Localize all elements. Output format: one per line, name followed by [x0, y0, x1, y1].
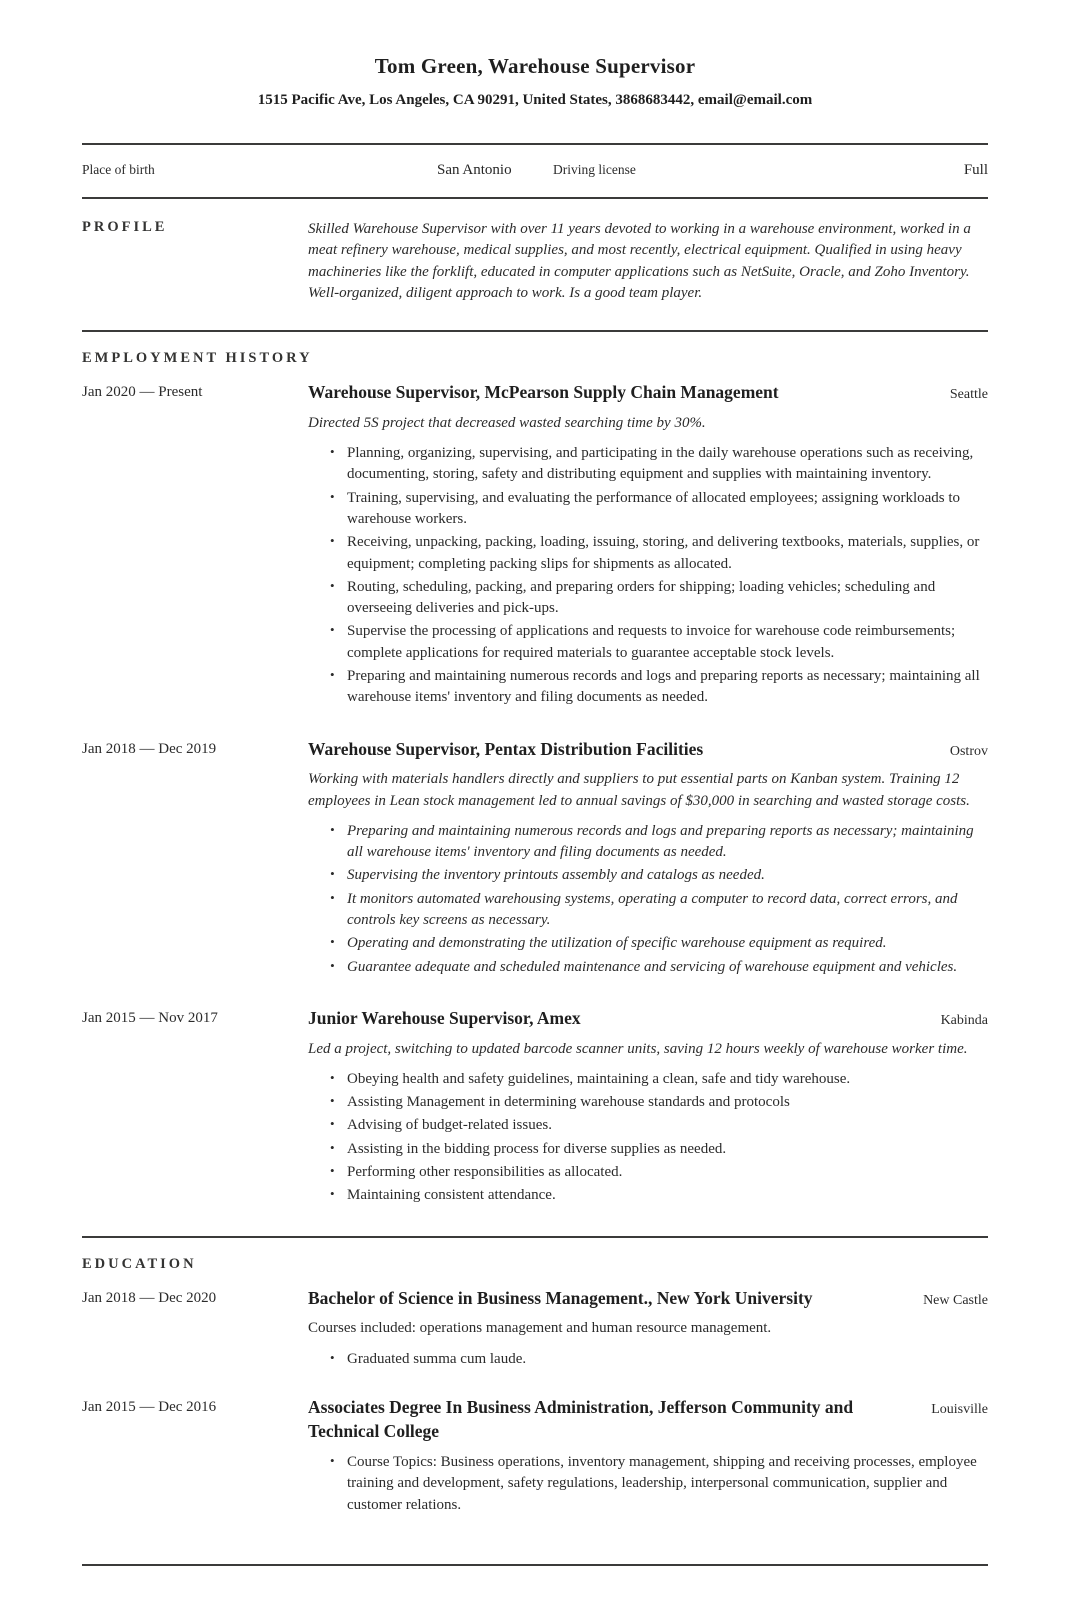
profile-section — [82, 199, 988, 330]
job-dates: Jan 2015 — Nov 2017 — [82, 1009, 218, 1026]
job-summary: Working with materials handlers directly and suppliers to put essential parts on Kanban system. Training 12 employees in Lean stock management led to annual savings of $30,000 in searching and wasted storage costs. — [308, 771, 970, 809]
job-body — [308, 381, 988, 710]
education-dates: Jan 2018 — Dec 2020 — [82, 1289, 217, 1306]
job-title: Warehouse Supervisor, Pentax Distribution Facilities — [308, 738, 704, 759]
bullet-item: • Performing other responsibilities as allocated. — [308, 1162, 988, 1183]
profile-text: Skilled Warehouse Supervisor with over 11 years devoted to working in a warehouse environment, worked in a meat refinery warehouse, medical supplies, and most recently, electrical equipment. Qualified in using heavy machineries like the forklift, educated in computer applications such as NetSuite, Oracle, and Zoho Inventory. Well-organized, diligent approach to work. Is a good team player. — [308, 221, 971, 301]
job-entry — [82, 381, 988, 710]
education-location: New Castle — [923, 1292, 988, 1308]
job-body — [308, 738, 988, 980]
bullet-item: • Advising of budget-related issues. — [308, 1115, 988, 1136]
resume-header — [82, 54, 988, 109]
bullet-item: • Assisting Management in determining warehouse standards and protocols — [308, 1092, 988, 1113]
education-bullets — [308, 1452, 988, 1516]
job-entry — [82, 738, 988, 980]
job-bullets — [308, 1069, 988, 1207]
education-section — [82, 1238, 988, 1518]
bullet-item: • Graduated summa cum laude. — [308, 1349, 988, 1370]
education-title: Associates Degree In Business Administration, Jefferson Community and Technical College — [308, 1396, 854, 1441]
education-title: Bachelor of Science in Business Management., New York University — [308, 1287, 813, 1308]
resume-name: Tom Green, Warehouse Supervisor — [374, 54, 696, 78]
job-location: Seattle — [949, 387, 988, 403]
job-entry — [82, 1007, 988, 1209]
job-body — [308, 1007, 988, 1209]
education-entry — [82, 1396, 988, 1518]
divider — [82, 1564, 988, 1566]
bullet-item: • Routing, scheduling, packing, and preparing orders for shipping; loading vehicles; scheduling and overseeing deliveries and pick-ups. — [308, 577, 988, 620]
details-row — [82, 145, 988, 197]
profile-heading: PROFILE — [82, 219, 168, 235]
job-bullets — [308, 443, 988, 709]
bullet-item: • Planning, organizing, supervising, and participating in the daily warehouse operations such as receiving, documenting, storing, safety and distributing equipment and supplies with maintaining inventory. — [308, 443, 988, 486]
employment-heading: EMPLOYMENT HISTORY — [82, 350, 313, 367]
job-location: Kabinda — [940, 1012, 988, 1028]
place-of-birth-label: Place of birth — [82, 162, 155, 177]
education-location: Louisville — [931, 1401, 988, 1417]
job-title: Junior Warehouse Supervisor, Amex — [308, 1007, 581, 1028]
education-heading: EDUCATION — [82, 1255, 197, 1272]
resume-contact-line: 1515 Pacific Ave, Los Angeles, CA 90291, United States, 3868683442, email@email.com — [257, 92, 813, 108]
education-body — [308, 1287, 988, 1372]
bullet-item: • Receiving, unpacking, packing, loading, issuing, storing, and delivering textbooks, materials, supplies, or equipment; completing packing slips for shipments as allocated. — [308, 532, 988, 575]
bullet-item: • Supervising the inventory printouts assembly and catalogs as needed. — [308, 865, 988, 886]
job-bullets — [308, 821, 988, 978]
bullet-item: • Obeying health and safety guidelines, maintaining a clean, safe and tidy warehouse. — [308, 1069, 988, 1090]
driving-license-value: Full — [963, 162, 988, 178]
bullet-item: • Maintaining consistent attendance. — [308, 1185, 988, 1206]
bullet-item: • Course Topics: Business operations, inventory management, shipping and receiving processes, employee training and development, safety regulations, leadership, interpersonal communication, supplier and customer relations. — [308, 1452, 988, 1516]
bullet-item: • Preparing and maintaining numerous records and logs and preparing reports as necessary; maintaining all warehouse items' inventory and filing documents as needed. — [308, 666, 988, 709]
bullet-item: • It monitors automated warehousing systems, operating a computer to record data, correct errors, and controls key screens as necessary. — [308, 889, 988, 932]
education-bullets — [308, 1349, 988, 1370]
job-dates: Jan 2020 — Present — [82, 384, 203, 401]
education-entry — [82, 1287, 988, 1372]
employment-section — [82, 332, 988, 1208]
education-dates: Jan 2015 — Dec 2016 — [82, 1398, 217, 1415]
job-summary: Directed 5S project that decreased wasted searching time by 30%. — [308, 414, 706, 431]
bullet-item: • Supervise the processing of applications and requests to invoice for warehouse code reimbursements; complete applications for required materials to guarantee acceptable stock levels. — [308, 621, 988, 664]
place-of-birth-value: San Antonio — [437, 162, 512, 178]
bullet-item: • Guarantee adequate and scheduled maintenance and servicing of warehouse equipment and vehicles. — [308, 957, 988, 978]
bullet-item: • Preparing and maintaining numerous records and logs and preparing reports as necessary; maintaining all warehouse items' inventory and filing documents as needed. — [308, 821, 988, 864]
job-title: Warehouse Supervisor, McPearson Supply Chain Management — [308, 382, 779, 403]
job-summary: Led a project, switching to updated barcode scanner units, saving 12 hours weekly of warehouse worker time. — [308, 1040, 968, 1057]
bullet-item: • Assisting in the bidding process for diverse supplies as needed. — [308, 1139, 988, 1160]
job-dates: Jan 2018 — Dec 2019 — [82, 740, 217, 757]
driving-license-label: Driving license — [553, 162, 636, 177]
bullet-item: • Training, supervising, and evaluating the performance of allocated employees; assigning workloads to warehouse workers. — [308, 488, 988, 531]
bullet-item: • Operating and demonstrating the utilization of specific warehouse equipment as required. — [308, 933, 988, 954]
job-location: Ostrov — [949, 743, 988, 759]
education-body — [308, 1396, 988, 1518]
education-summary: Courses included: operations management and human resource management. — [308, 1320, 772, 1337]
